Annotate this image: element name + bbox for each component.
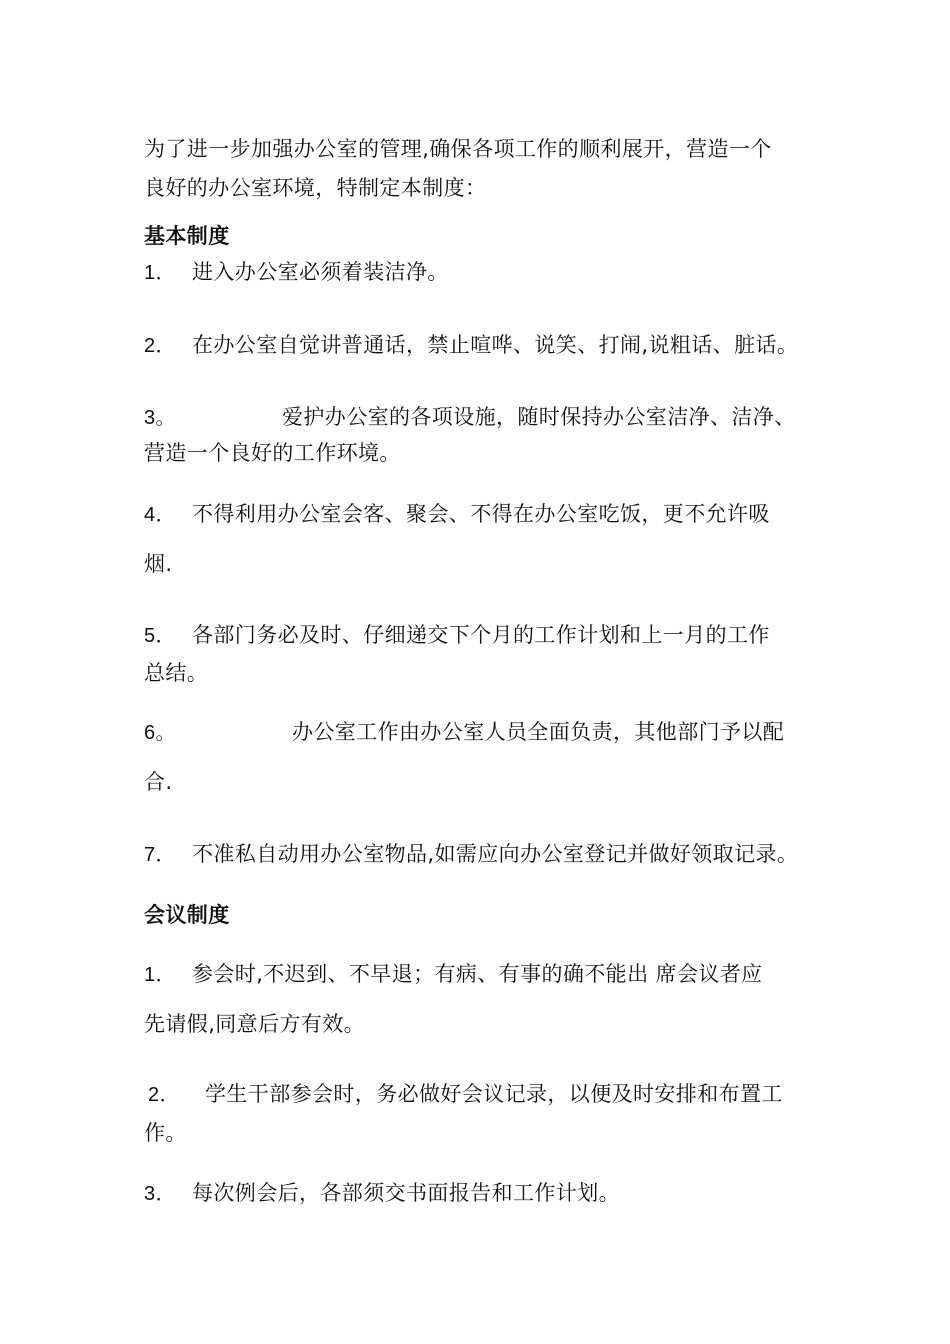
basic-item-6 [144,718,784,747]
item-text: 各部门务必及时、仔细递交下个月的工作计划和上一月的工作 [192,623,770,647]
basic-item-3 [144,403,796,432]
item-number: 5． [144,625,176,647]
item-text: 在办公室自觉讲普通话，禁止喧哗、说笑、打闹,说粗话、脏话。 [192,333,799,357]
basic-item-3-continued: 营造一个良好的工作环境。 [144,441,401,465]
item-number: 2． [144,335,176,357]
meeting-item-1 [144,960,763,989]
meeting-item-3 [144,1179,620,1208]
item-text: 不准私自动用办公室物品,如需应向办公室登记并做好领取记录。 [192,842,799,866]
item-text: 每次例会后，各部须交书面报告和工作计划。 [192,1181,620,1205]
item-number: 7． [144,844,176,866]
item-text: 不得利用办公室会客、聚会、不得在办公室吃饭，更不允许吸 [192,502,770,526]
section-heading-meeting: 会议制度 [144,903,230,927]
meeting-item-2 [144,1080,783,1109]
basic-item-5 [144,621,770,650]
item-number: 1． [144,964,176,986]
basic-item-6-continued: 合. [144,770,173,794]
item-number: 6。 [144,722,176,744]
basic-item-7 [144,840,798,869]
item-number: 2． [148,1084,180,1106]
intro-line-1: 为了进一步加强办公室的管理,确保各项工作的顺利展开，营造一个 [144,137,772,161]
item-number: 4． [144,504,176,526]
basic-item-5-continued: 总结。 [144,661,209,685]
intro-line-2: 良好的办公室环境，特制定本制度： [144,176,487,200]
section-heading-basic: 基本制度 [144,224,230,248]
basic-item-4 [144,500,770,529]
meeting-item-2-continued: 作。 [144,1121,187,1145]
meeting-item-1-continued: 先请假,同意后方有效。 [144,1012,366,1036]
basic-item-2 [144,331,798,360]
item-number: 1． [144,262,176,284]
basic-item-1 [144,258,449,287]
item-text: 进入办公室必须着装洁净。 [192,260,449,284]
item-text: 学生干部参会时，务必做好会议记录，以便及时安排和布置工 [205,1082,783,1106]
item-number: 3． [144,1183,176,1205]
basic-item-4-continued: 烟. [144,552,173,576]
item-number: 3。 [144,407,176,429]
item-text: 参会时,不迟到、不早退；有病、有事的确不能出 席会议者应 [192,962,763,986]
item-text: 爱护办公室的各项设施，随时保持办公室洁净、洁净、 [282,405,796,429]
item-text: 办公室工作由办公室人员全面负责，其他部门予以配 [292,720,785,744]
